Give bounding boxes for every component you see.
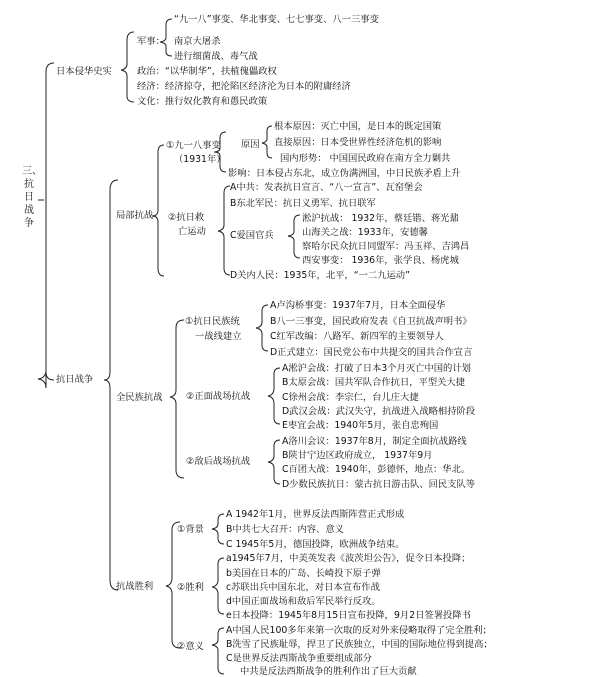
cause-item: 根本原因：灭亡中国，是日本的既定国策 bbox=[274, 121, 442, 132]
background-item: A 1942年1月，世界反法西斯阵营正式形成 bbox=[226, 509, 405, 520]
win-item: d中国正面战场和敌后军民举行反攻。 bbox=[226, 596, 381, 607]
cultural-item: 文化：推行奴化教育和愚民政策 bbox=[137, 96, 268, 107]
resist-title: 亡运动 bbox=[178, 226, 206, 237]
military-label: 军事： bbox=[137, 36, 165, 47]
win-brace bbox=[212, 558, 224, 614]
full-title: 全民族抗战 bbox=[116, 392, 163, 403]
front-item: C红军改编：八路军、新四军的主要领导人 bbox=[270, 331, 444, 342]
full-brace bbox=[170, 320, 184, 478]
front-title: 一战线建立 bbox=[195, 331, 242, 342]
meaning-item: C是世界反法西斯战争重要组成部分 bbox=[226, 653, 372, 664]
gov-item: 西安事变： 1936年，张学良、杨虎城 bbox=[302, 255, 459, 266]
cause-item: 国内形势： 中国国民政府在南方全力剿共 bbox=[280, 153, 451, 164]
military-item: 进行细菌战、毒气战 bbox=[174, 51, 258, 62]
rear-item: C百团大战：1940年，彭德怀，地点：华北。 bbox=[282, 464, 471, 475]
impact-item: 影响：日本侵占东北，成立伪满洲国，中日民族矛盾上升 bbox=[228, 168, 461, 179]
incident-year: （1931年） bbox=[174, 154, 226, 165]
s2-title: 抗日战争 bbox=[56, 374, 94, 385]
local-brace bbox=[152, 145, 164, 276]
frontal-item: B太原会战：国共军队合作抗日，平型关大捷 bbox=[282, 377, 466, 388]
front-item: D正式建立：国民党公布中共提交的国共合作宣言 bbox=[270, 347, 473, 358]
cause-item: 直接原因：日本受世界性经济危机的影响 bbox=[274, 137, 442, 148]
front-item: B八一三事变，国民政府发表《自卫抗战声明书》 bbox=[270, 316, 472, 327]
win-title: ②胜利 bbox=[177, 582, 204, 593]
military-item: “九一八”事变、华北事变、七七事变、八一三事变 bbox=[174, 14, 379, 25]
meaning-brace bbox=[212, 628, 224, 674]
background-brace bbox=[212, 514, 224, 544]
root-title bbox=[22, 165, 42, 230]
gov-brace bbox=[288, 215, 300, 258]
win-item: c苏联出兵中国东北，对日本宣布作战 bbox=[226, 582, 380, 593]
win-item: e日本投降：1945年8月15日宣布投降，9月2日签署投降书 bbox=[226, 610, 471, 621]
root-char: 抗 bbox=[24, 179, 34, 190]
meaning-title: ②意义 bbox=[177, 641, 204, 652]
meaning-item: A中国人民100多年来第一次取的反对外来侵略取得了完全胜利； bbox=[226, 625, 492, 636]
gov-item: 山海关之战：1933年，安德馨 bbox=[302, 227, 428, 238]
economic-item: 经济：经济掠夺，把沦陷区经济沦为日本的附庸经济 bbox=[137, 81, 351, 92]
frontal-item: C徐州会战：李宗仁，台儿庄大捷 bbox=[282, 392, 419, 403]
frontal-item: D武汉会战：武汉失守，抗战进入战略相持阶段 bbox=[282, 406, 476, 417]
rear-item: D少数民族抗日：蒙古抗日游击队、回民支队等 bbox=[282, 479, 476, 490]
root-char: 日 bbox=[24, 192, 34, 203]
frontal-brace bbox=[268, 368, 280, 424]
gov-label: C爱国官兵 bbox=[230, 230, 274, 241]
background-title: ①背景 bbox=[177, 524, 204, 535]
frontal-title: ②正面战场抗战 bbox=[186, 391, 251, 402]
root-char: 战 bbox=[24, 205, 34, 216]
meaning-item: 中共是反法西斯战争的胜利作出了巨大贡献 bbox=[240, 666, 417, 677]
gov-item: 察哈尔民众抗日同盟军：冯玉祥、吉鸿昌 bbox=[302, 241, 470, 252]
s2-brace bbox=[104, 180, 118, 590]
background-item: C 1945年5月，德国投降，欧洲战争结束。 bbox=[226, 539, 405, 550]
resist-brace bbox=[218, 186, 230, 275]
meaning-item: B洗雪了民族耻辱，捍卫了民族独立，中国的国际地位得到提高； bbox=[226, 639, 493, 650]
local-title: 局部抗战 bbox=[116, 210, 154, 221]
rear-item: B陕甘宁边区政府成立， 1937年9月 bbox=[282, 450, 433, 461]
win-item: a1945年7月，中美英发表《波茨坦公告》，促令日本投降； bbox=[226, 553, 471, 564]
resist-item: A中共：发表抗日宣言、“八一宣言”、瓦窑堡会 bbox=[230, 182, 423, 193]
cause-label: 原因 bbox=[241, 139, 260, 150]
incident-brace bbox=[214, 132, 226, 172]
background-item: B中共七大召开：内容、意义 bbox=[226, 524, 344, 535]
resist-title: ②抗日救 bbox=[168, 212, 205, 223]
military-item: 南京大屠杀 bbox=[174, 36, 221, 47]
resist-item: D关内人民：1935年，北平，“一二九运动” bbox=[230, 270, 410, 281]
front-item: A卢沟桥事变：1937年7月，日本全面侵华 bbox=[270, 300, 446, 311]
rear-brace bbox=[268, 440, 280, 484]
root-char: 争 bbox=[24, 218, 34, 229]
cause-brace bbox=[262, 126, 272, 158]
win-item: b美国在日本的广岛、长崎投下原子弹 bbox=[226, 568, 381, 579]
political-item: 政治：“以华制华”，扶植傀儡政权 bbox=[137, 66, 277, 77]
rear-title: ②敌后战场抗战 bbox=[186, 456, 251, 467]
root-prefix: 三、 bbox=[22, 166, 42, 177]
gov-item: 淞沪抗战： 1932年，蔡廷锴、蒋光鼐 bbox=[302, 213, 459, 224]
resist-item: B东北军民：抗日义勇军、抗日联军 bbox=[230, 198, 376, 209]
s1-brace bbox=[121, 32, 134, 102]
front-title: ①抗日民族统 bbox=[185, 316, 240, 327]
s1-title: 日本侵华史实 bbox=[56, 66, 112, 77]
rear-item: A洛川会议：1937年8月，制定全面抗战路线 bbox=[282, 436, 467, 447]
frontal-item: A淞沪会战：打破了日本3个月灭亡中国的计划 bbox=[282, 363, 471, 374]
incident-title: ①九一八事变 bbox=[166, 140, 221, 151]
frontal-item: E枣宜会战：1940年5月，张自忠殉国 bbox=[282, 420, 439, 431]
victory-title: 抗战胜利 bbox=[116, 581, 154, 592]
front-brace bbox=[256, 305, 268, 351]
